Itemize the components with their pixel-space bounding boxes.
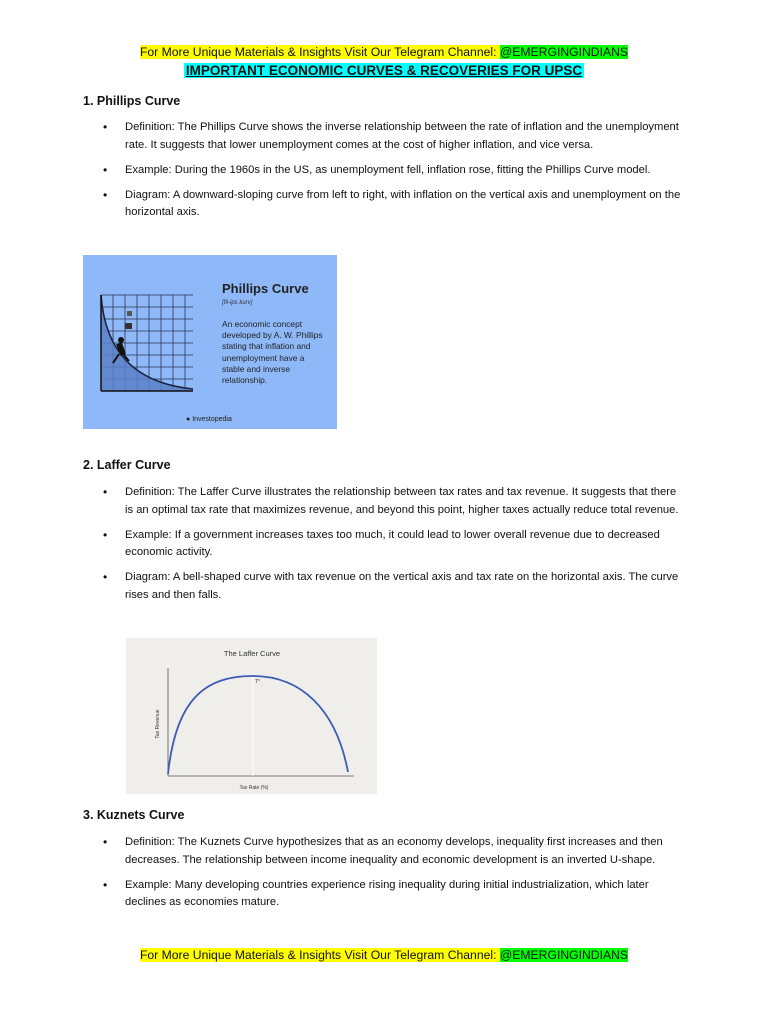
list-item: • Diagram: A bell-shaped curve with tax revenue on the vertical axis and tax rate on the horizontal axis. The curve rises and then falls. [83,569,683,604]
brand-name: Investopedia [192,416,232,423]
promo-text: For More Unique Materials & Insights Visit Our Telegram Channel: [139,45,500,59]
list-item: • Example: During the 1960s in the US, as unemployment fell, inflation rose, fitting the Phillips Curve model. [83,162,683,180]
phillips-bullet-list [83,119,683,229]
promo-banner-top [0,44,768,60]
laffer-curve-graphic [126,638,377,794]
telegram-channel-link[interactable]: @EMERGINGINDIANS [499,948,629,962]
list-item: • Definition: The Phillips Curve shows the inverse relationship between the rate of inflation and the unemployment rate. It suggests that lower unemployment comes at the cost of higher inflation, and vice versa. [83,119,683,154]
phillips-image-description: An economic concept developed by A. W. Phillips stating that inflation and unemployment have a stable and inverse relationship. [222,319,323,386]
telegram-channel-link[interactable]: @EMERGINGINDIANS [499,45,629,59]
laffer-bullet-list [83,484,683,612]
page-title-text: IMPORTANT ECONOMIC CURVES & RECOVERIES FOR UPSC [185,63,583,78]
phillips-image-title: Phillips Curve [222,281,309,296]
list-item: • Diagram: A downward-sloping curve from left to right, with inflation on the vertical axis and unemployment on the horizontal axis. [83,187,683,222]
investopedia-icon: ● [186,416,191,423]
list-item: • Definition: The Laffer Curve illustrates the relationship between tax rates and tax revenue. It suggests that there is an optimal tax rate that maximizes revenue, and beyond this point, higher taxes actually reduce total revenue. [83,484,683,519]
phillips-image-subtitle: [fil-ips kurv] [222,300,253,306]
list-item: • Example: If a government increases taxes too much, it could lead to lower overall revenue due to decreased economic activity. [83,527,683,562]
laffer-title: The Laffer Curve [223,649,281,658]
section-heading-laffer: 2. Laffer Curve [83,458,171,472]
section-heading-kuznets: 3. Kuznets Curve [83,808,185,822]
section-heading-phillips: 1. Phillips Curve [83,94,181,108]
investopedia-logo [186,416,232,423]
laffer-curve-image [126,638,377,794]
laffer-ylabel: Tax Revenue [155,709,161,739]
kuznets-bullet-list [83,834,683,919]
list-item: • Example: Many developing countries experience rising inequality during initial industrialization, which later declines as economies mature. [83,877,683,912]
laffer-xlabel: Tax Rate (%) [239,785,269,791]
page-title [0,62,768,79]
laffer-peak-label: T* [255,679,260,685]
promo-text: For More Unique Materials & Insights Visit Our Telegram Channel: [139,948,500,962]
promo-banner-bottom [0,947,768,963]
list-item: • Definition: The Kuznets Curve hypothesizes that as an economy develops, inequality first increases and then decreases. The relationship between income inequality and economic development is an inverted U-shape. [83,834,683,869]
laffer-curve-line [168,676,348,774]
phillips-curve-image [83,255,337,429]
